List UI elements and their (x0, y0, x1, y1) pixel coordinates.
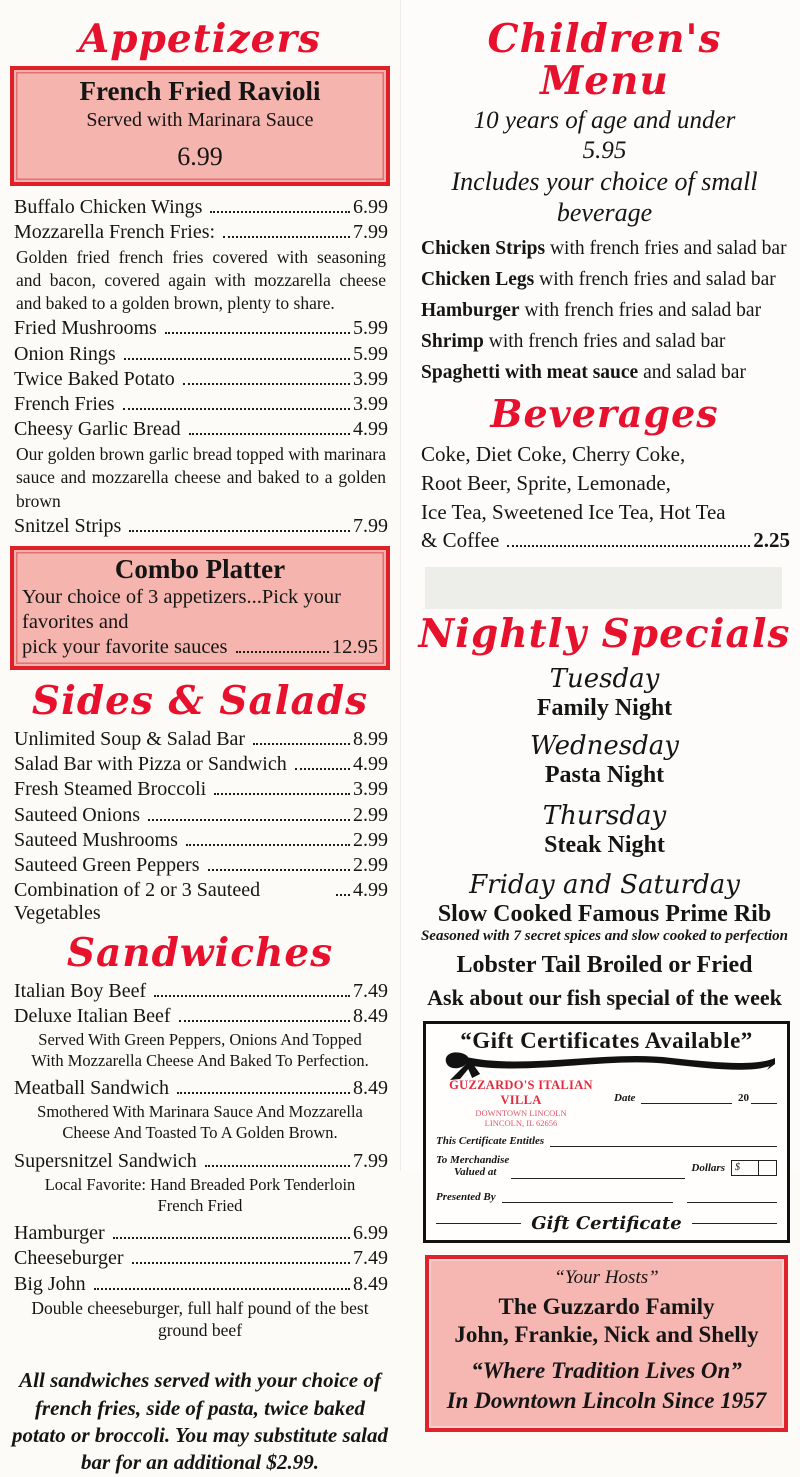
dot-leader (179, 1020, 350, 1022)
item-price: 7.99 (353, 514, 388, 537)
gift-merchandise-label: To Merchandise (436, 1153, 510, 1166)
dot-leader (214, 793, 350, 795)
combo-price: 12.95 (331, 635, 378, 658)
gift-business-block (436, 1078, 606, 1128)
dot-leader (336, 894, 350, 896)
beverages-price-row (421, 528, 790, 553)
item-description: Double cheeseburger, full half pound of the best ground beef (31, 1297, 369, 1340)
menu-item-row (14, 368, 388, 391)
dot-leader (205, 1165, 350, 1167)
item-price: 7.99 (353, 1149, 388, 1172)
item-name: French Fries (14, 393, 115, 416)
kids-item-rest: with french fries and salad bar (534, 268, 776, 290)
kids-item-name: Shrimp (421, 330, 484, 352)
dot-leader (189, 433, 350, 435)
item-name: Salad Bar with Pizza or Sandwich (14, 753, 287, 776)
your-hosts-box (425, 1255, 788, 1432)
item-price: 2.99 (353, 853, 388, 876)
kids-item-rest: with french fries and salad bar (519, 299, 762, 321)
fish-special-note: Ask about our fish special of the week (427, 984, 782, 1010)
featured-ravioli-box (10, 66, 390, 186)
item-name: Sauteed Mushrooms (14, 828, 178, 851)
dot-leader (124, 358, 350, 360)
menu-item-row (14, 515, 388, 538)
item-price: 4.99 (353, 753, 388, 776)
sides-title: Sides & Salads (31, 677, 369, 724)
gift-year-prefix: 20 (738, 1091, 749, 1104)
item-price: 7.49 (353, 979, 388, 1002)
special-day: Wednesday (530, 731, 679, 762)
beverages-last-line: & Coffee (421, 527, 500, 552)
gift-entitles-label: This Certificate Entitles (436, 1134, 545, 1147)
gift-business-addr1: DOWNTOWN LINCOLN (475, 1107, 567, 1118)
prime-rib-special: Slow Cooked Famous Prime Rib (437, 901, 772, 928)
dot-leader (154, 995, 350, 997)
right-column (400, 0, 800, 1413)
item-name: Buffalo Chicken Wings (14, 195, 203, 218)
sandwich-footnote: All sandwiches served with your choice of french fries, side of pasta, twice baked potato or broccoli. You may substitute salad bar for an additional $2.99. (12, 1368, 388, 1475)
dollar-sign: $ (732, 1161, 759, 1175)
item-price: 6.99 (353, 1222, 388, 1245)
kids-item-rest: with french fries and salad bar (545, 237, 787, 259)
kids-item-name: Chicken Legs (421, 268, 535, 290)
special-day: Thursday (542, 800, 667, 831)
special-day: Tuesday (549, 663, 660, 694)
item-name: Italian Boy Beef (14, 979, 147, 1002)
item-price: 7.49 (353, 1247, 388, 1270)
prime-rib-description: Seasoned with 7 secret spices and slow cooked to perfection (420, 927, 789, 944)
hosts-since: In Downtown Lincoln Since 1957 (446, 1387, 767, 1413)
item-price: 3.99 (353, 367, 388, 390)
gift-caption-row (436, 1213, 777, 1234)
kids-item (421, 362, 792, 384)
dot-leader (295, 768, 350, 770)
item-price: 8.49 (353, 1272, 388, 1295)
menu-item-row (14, 196, 388, 219)
date-line (641, 1093, 732, 1104)
valued-line (511, 1168, 685, 1179)
dot-leader (148, 819, 350, 821)
menu-item-row (14, 221, 388, 244)
sandwiches-title: Sandwiches (66, 929, 334, 976)
item-price: 5.99 (353, 317, 388, 340)
item-description: Served With Green Peppers, Onions And Topped With Mozzarella Cheese And Baked To Perfection. (31, 1030, 369, 1070)
item-name: Supersnitzel Sandwich (14, 1149, 197, 1172)
special-name: Pasta Night (544, 762, 665, 789)
special-name: Family Night (536, 694, 673, 721)
hosts-motto: “Where Tradition Lives On” (471, 1358, 742, 1384)
special-name: Steak Night (544, 831, 665, 858)
dot-leader (210, 211, 350, 213)
menu-item-row (14, 343, 388, 366)
scan-artifact-band (425, 567, 782, 609)
childrens-price: 5.95 (582, 137, 627, 165)
childrens-age-note: 10 years of age and under (473, 107, 736, 135)
menu-item-row (14, 1077, 388, 1100)
dot-leader (507, 545, 750, 547)
combo-line2: pick your favorite sauces (22, 635, 228, 658)
menu-item-row (14, 778, 388, 801)
item-name: Sauteed Green Peppers (14, 853, 200, 876)
menu-item-row (14, 1150, 388, 1173)
item-name: Cheesy Garlic Bread (14, 418, 181, 441)
caption-rule-left (436, 1223, 521, 1224)
item-price: 8.49 (353, 1004, 388, 1027)
item-name: Mozzarella French Fries: (14, 220, 216, 243)
dot-leader (123, 408, 350, 410)
item-name: Meatball Sandwich (14, 1077, 169, 1100)
gift-dollars-label: Dollars (691, 1161, 725, 1174)
gift-date-label: Date (614, 1091, 636, 1104)
item-price: 4.99 (353, 879, 388, 902)
dot-leader (183, 383, 350, 385)
gift-certificate-caption: Gift Certificate (531, 1212, 682, 1234)
menu-item-row (14, 418, 388, 441)
menu-item-row (14, 804, 388, 827)
hosts-names: John, Frankie, Nick and Shelly (454, 1322, 759, 1348)
item-price: 2.99 (353, 803, 388, 826)
item-name: Big John (14, 1272, 86, 1295)
beverages-title: Beverages (490, 390, 719, 436)
combo-line1: Your choice of 3 appetizers...Pick your favorites and (22, 585, 342, 633)
special-day: Friday and Saturday (469, 870, 740, 901)
menu-item-row (14, 829, 388, 852)
caption-rule-right (692, 1223, 777, 1224)
combo-line2-row (22, 635, 378, 660)
menu-item-row (14, 1247, 388, 1270)
menu-item-row (14, 393, 388, 416)
gift-certificates-title: “Gift Certificates Available” (460, 1027, 753, 1053)
item-price: 2.99 (353, 828, 388, 851)
item-name: Unlimited Soup & Salad Bar (14, 728, 246, 751)
menu-item-row (14, 317, 388, 340)
gift-business-addr2: LINCOLN, IL 62656 (484, 1117, 558, 1128)
kids-item (421, 331, 792, 353)
menu-item-row (14, 753, 388, 776)
nightly-specials-title: Nightly Specials (418, 610, 791, 657)
beverages-line: Root Beer, Sprite, Lemonade, (421, 471, 671, 496)
dot-leader (208, 869, 351, 871)
menu-item-row (14, 980, 388, 1003)
left-column (0, 0, 400, 1475)
dot-leader (132, 1262, 350, 1264)
item-description: Our golden brown garlic bread topped with marinara sauce and mozzarella cheese and baked to a golden brown (16, 444, 386, 511)
featured-price: 6.99 (177, 141, 223, 171)
dot-leader (236, 651, 329, 653)
hosts-family: The Guzzardo Family (498, 1293, 715, 1319)
kids-item-name: Hamburger (421, 299, 520, 321)
item-price: 8.99 (353, 728, 388, 751)
item-price: 3.99 (353, 393, 388, 416)
beverages-price: 2.25 (753, 527, 790, 552)
kids-item-rest: with french fries and salad bar (483, 330, 726, 352)
dot-leader (186, 844, 350, 846)
gift-certificate-body (436, 1078, 777, 1234)
beverages-line: Coke, Diet Coke, Cherry Coke, (421, 441, 686, 466)
dollar-amount-box (731, 1160, 777, 1176)
item-price: 4.99 (353, 418, 388, 441)
kids-item-name: Spaghetti with meat sauce (421, 361, 639, 383)
item-name: Sauteed Onions (14, 803, 141, 826)
menu-item-row (14, 1222, 388, 1245)
item-name: Cheeseburger (14, 1247, 124, 1270)
item-description: Local Favorite: Hand Breaded Pork Tenderloin French Fried (44, 1174, 356, 1215)
item-name: Onion Rings (14, 342, 116, 365)
item-price: 5.99 (353, 342, 388, 365)
menu-item-row (14, 879, 388, 925)
combo-title: Combo Platter (114, 553, 286, 584)
dot-leader (94, 1288, 350, 1290)
featured-subtitle: Served with Marinara Sauce (86, 108, 314, 131)
lobster-special: Lobster Tail Broiled or Fried (456, 952, 753, 979)
dot-leader (129, 530, 350, 532)
year-line (751, 1093, 777, 1104)
presented-line (502, 1192, 673, 1203)
item-price: 8.49 (353, 1077, 388, 1100)
menu-item-row (14, 854, 388, 877)
dot-leader (177, 1092, 350, 1094)
dot-leader (165, 332, 350, 334)
gift-presented-label: Presented By (436, 1190, 496, 1203)
item-name: Fresh Steamed Broccoli (14, 778, 207, 801)
menu-item-row (14, 728, 388, 751)
entitles-line (550, 1136, 777, 1147)
appetizers-title: Appetizers (79, 16, 321, 62)
dot-leader (223, 236, 350, 238)
kids-item (421, 238, 792, 260)
item-description: Smothered With Marinara Sauce And Mozzarella Cheese And Toasted To A Golden Brown. (37, 1102, 363, 1143)
item-name: Deluxe Italian Beef (14, 1004, 171, 1027)
item-name: Combination of 2 or 3 Sauteed Vegetables (14, 879, 261, 925)
beverages-line: Ice Tea, Sweetened Ice Tea, Hot Tea (421, 500, 726, 525)
gift-certificate-box (423, 1021, 790, 1243)
item-price: 7.99 (353, 220, 388, 243)
kids-item (421, 300, 792, 322)
kids-item (421, 269, 792, 291)
dot-leader (113, 1237, 350, 1239)
childrens-beverage-note: Includes your choice of small beverage (451, 167, 758, 228)
item-name: Twice Baked Potato (14, 367, 175, 390)
dot-leader (253, 743, 350, 745)
item-description: Golden fried french fries covered with seasoning and bacon, covered again with mozzarella cheese and baked to a golden brown, plenty to share. (16, 247, 386, 314)
item-price: 3.99 (353, 778, 388, 801)
menu-item-row (14, 1273, 388, 1296)
item-name: Fried Mushrooms (14, 317, 157, 340)
gift-valued-label: Valued at (454, 1165, 497, 1178)
featured-title: French Fried Ravioli (79, 76, 321, 107)
item-price: 6.99 (353, 195, 388, 218)
combo-platter-box (10, 546, 390, 670)
kids-item-rest: and salad bar (638, 361, 746, 383)
hosts-quote: “Your Hosts” (554, 1266, 659, 1288)
childrens-menu-title: Children's Menu (487, 16, 722, 105)
presented-line2 (687, 1192, 777, 1203)
menu-item-row (14, 1005, 388, 1028)
gift-business-name: GUZZARDO'S ITALIAN VILLA (449, 1077, 593, 1107)
cents-cell (759, 1161, 776, 1175)
kids-item-name: Chicken Strips (421, 237, 546, 259)
item-name: Snitzel Strips (14, 514, 122, 537)
item-name: Hamburger (14, 1222, 105, 1245)
